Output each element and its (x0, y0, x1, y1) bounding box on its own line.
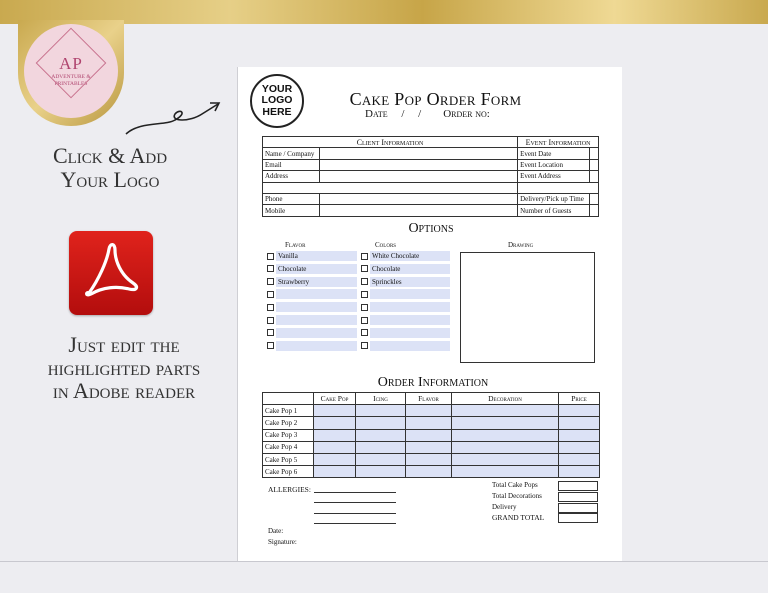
event-label: Event Date (518, 148, 590, 159)
event-field[interactable] (590, 205, 599, 216)
order-cell[interactable] (314, 417, 356, 429)
grand-total-label: GRAND TOTAL (492, 513, 545, 522)
order-cell[interactable] (559, 466, 600, 478)
order-cell[interactable] (406, 429, 452, 441)
order-row (263, 417, 600, 429)
total-decorations-field[interactable] (558, 492, 598, 502)
flavor-heading: Flavor (285, 241, 306, 249)
total-decorations-label: Total Decorations (492, 492, 542, 500)
order-row-label: Cake Pop 3 (263, 429, 314, 441)
order-cell[interactable] (452, 453, 559, 465)
color-checkbox[interactable] (361, 317, 368, 324)
client-field[interactable] (320, 171, 518, 182)
flavor-option-row[interactable] (276, 289, 357, 299)
date-label: Date: (268, 527, 284, 535)
order-cell[interactable] (356, 453, 406, 465)
color-checkbox[interactable] (361, 304, 368, 311)
client-label: Mobile (263, 205, 320, 216)
drawing-area[interactable] (460, 252, 595, 363)
event-field[interactable] (590, 148, 599, 159)
order-row (263, 429, 600, 441)
color-option-row[interactable] (370, 277, 450, 287)
logo-subtitle-2: PRINTABLES (54, 81, 88, 87)
delivery-label: Delivery (492, 503, 517, 511)
edit-line-3: in Adobe reader (52, 378, 196, 403)
order-header-flavor: Flavor (406, 393, 452, 405)
client-field[interactable] (320, 159, 518, 170)
flavor-option-row[interactable] (276, 341, 357, 351)
click-line-1: Click & Add (52, 143, 168, 168)
order-cell[interactable] (356, 466, 406, 478)
order-table (262, 392, 600, 478)
order-row-label: Cake Pop 6 (263, 466, 314, 478)
event-label: Delivery/Pick up Time (518, 193, 590, 204)
client-label: Address (263, 171, 320, 182)
click-line-2: Your Logo (60, 167, 160, 192)
adobe-acrobat-icon (69, 231, 153, 315)
order-cell[interactable] (452, 429, 559, 441)
order-row-label: Cake Pop 4 (263, 441, 314, 453)
color-checkbox[interactable] (361, 329, 368, 336)
allergies-line[interactable] (314, 523, 396, 524)
order-cell[interactable] (559, 429, 600, 441)
allergies-label: ALLERGIES: (268, 485, 311, 494)
order-cell[interactable] (314, 441, 356, 453)
order-header-cake-pop: Cake Pop (314, 393, 356, 405)
client-label: Name / Company (263, 148, 320, 159)
edit-instructions-text (10, 333, 238, 402)
event-label: Event Location (518, 159, 590, 170)
flavor-checkbox[interactable] (267, 253, 274, 260)
order-row (263, 405, 600, 417)
client-field-extra[interactable] (263, 182, 518, 193)
color-checkbox[interactable] (361, 278, 368, 285)
order-cell[interactable] (452, 466, 559, 478)
grand-total-field[interactable] (558, 513, 598, 523)
color-option-row[interactable] (370, 341, 450, 351)
order-cell[interactable] (406, 453, 452, 465)
flavor-checkbox[interactable] (267, 304, 274, 311)
order-row-label: Cake Pop 5 (263, 453, 314, 465)
order-cell[interactable] (314, 429, 356, 441)
edit-line-2: highlighted parts (47, 355, 201, 380)
order-header-price: Price (559, 393, 600, 405)
client-event-table (262, 136, 599, 217)
click-add-logo-text (20, 144, 200, 192)
order-row (263, 453, 600, 465)
logo-placeholder[interactable] (250, 74, 304, 128)
flavor-checkbox[interactable] (267, 291, 274, 298)
order-row (263, 441, 600, 453)
flavor-checkbox[interactable] (267, 342, 274, 349)
logo-diamond-frame (36, 28, 107, 99)
order-cell[interactable] (452, 441, 559, 453)
order-info-title: Order Information (377, 375, 489, 390)
color-option-label: Sprinckles (372, 277, 402, 286)
flavor-checkbox[interactable] (267, 265, 274, 272)
event-field[interactable] (590, 193, 599, 204)
color-option-row[interactable] (370, 264, 450, 274)
client-field[interactable] (320, 193, 518, 204)
order-header-icing: Icing (356, 393, 406, 405)
order-cell[interactable] (452, 405, 559, 417)
logo-placeholder-line-2: LOGO (261, 94, 293, 107)
order-cell[interactable] (356, 417, 406, 429)
color-option-row[interactable] (370, 302, 450, 312)
logo-subtitle-1: ADVENTURE & (51, 74, 91, 80)
client-field[interactable] (320, 205, 518, 216)
flavor-checkbox[interactable] (267, 317, 274, 324)
flavor-option-row[interactable] (276, 315, 357, 325)
total-cake-pops-field[interactable] (558, 481, 598, 491)
order-cell[interactable] (406, 417, 452, 429)
event-field[interactable] (590, 159, 599, 170)
drawing-heading: Drawing (508, 241, 534, 249)
color-checkbox[interactable] (361, 342, 368, 349)
logo-initials: AP (59, 54, 83, 73)
order-cell[interactable] (452, 417, 559, 429)
flavor-option-row[interactable] (276, 264, 357, 274)
color-option-row[interactable] (370, 315, 450, 325)
event-label: Number of Guests (518, 205, 590, 216)
event-info-header: Event Information (518, 137, 599, 148)
client-info-header: Client Information (263, 137, 518, 148)
logo-placeholder-line-3: HERE (262, 105, 292, 118)
order-cell[interactable] (406, 441, 452, 453)
flavor-option-label: Strawberry (278, 277, 310, 286)
order-header-blank (263, 393, 314, 405)
date-order-line: Date / / Order no: (365, 108, 490, 120)
order-cell[interactable] (356, 405, 406, 417)
order-row (263, 466, 600, 478)
event-label: Event Address (518, 171, 590, 182)
color-option-label: White Chocolate (372, 252, 420, 260)
bottom-divider (0, 561, 768, 562)
delivery-field[interactable] (558, 503, 598, 513)
order-header-decoration: Decoration (452, 393, 559, 405)
client-field[interactable] (320, 148, 518, 159)
color-checkbox[interactable] (361, 291, 368, 298)
logo-placeholder-line-1: YOUR (261, 82, 293, 95)
total-cake-pops-label: Total Cake Pops (492, 481, 538, 489)
color-option-row[interactable] (370, 328, 450, 338)
client-label: Email (263, 159, 320, 170)
order-row-label: Cake Pop 1 (263, 405, 314, 417)
flavor-checkbox[interactable] (267, 278, 274, 285)
options-title: Options (408, 221, 454, 236)
allergies-line[interactable] (314, 492, 396, 493)
colors-heading: Colors (375, 241, 397, 249)
color-option-row[interactable] (370, 251, 450, 261)
order-cell[interactable] (406, 405, 452, 417)
brand-logo (24, 24, 118, 118)
flavor-option-row[interactable] (276, 251, 357, 261)
flavor-option-row[interactable] (276, 302, 357, 312)
flavor-option-row[interactable] (276, 328, 357, 338)
event-field-extra[interactable] (518, 182, 599, 193)
color-checkbox[interactable] (361, 265, 368, 272)
order-cell[interactable] (356, 429, 406, 441)
order-cell[interactable] (314, 466, 356, 478)
order-cell[interactable] (559, 441, 600, 453)
allergies-line[interactable] (314, 502, 396, 503)
order-cell[interactable] (314, 453, 356, 465)
flavor-checkbox[interactable] (267, 329, 274, 336)
form-title: Cake Pop Order Form (349, 89, 522, 109)
color-checkbox[interactable] (361, 253, 368, 260)
brand-logo-badge (18, 20, 124, 126)
order-cell[interactable] (314, 405, 356, 417)
curly-arrow-icon (120, 96, 230, 141)
flavor-option-row[interactable] (276, 277, 357, 287)
order-cell[interactable] (559, 417, 600, 429)
event-field[interactable] (590, 171, 599, 182)
allergies-line[interactable] (314, 513, 396, 514)
order-cell[interactable] (559, 453, 600, 465)
color-option-row[interactable] (370, 289, 450, 299)
client-label: Phone (263, 193, 320, 204)
order-cell[interactable] (559, 405, 600, 417)
order-form-sheet (237, 67, 622, 561)
color-option-label: Chocolate (372, 264, 401, 273)
order-cell[interactable] (406, 466, 452, 478)
order-row-label: Cake Pop 2 (263, 417, 314, 429)
flavor-option-label: Chocolate (278, 264, 307, 273)
edit-line-1: Just edit the (68, 332, 180, 357)
order-cell[interactable] (356, 441, 406, 453)
signature-label: Signature: (268, 538, 297, 546)
flavor-option-label: Vanilla (278, 252, 298, 260)
